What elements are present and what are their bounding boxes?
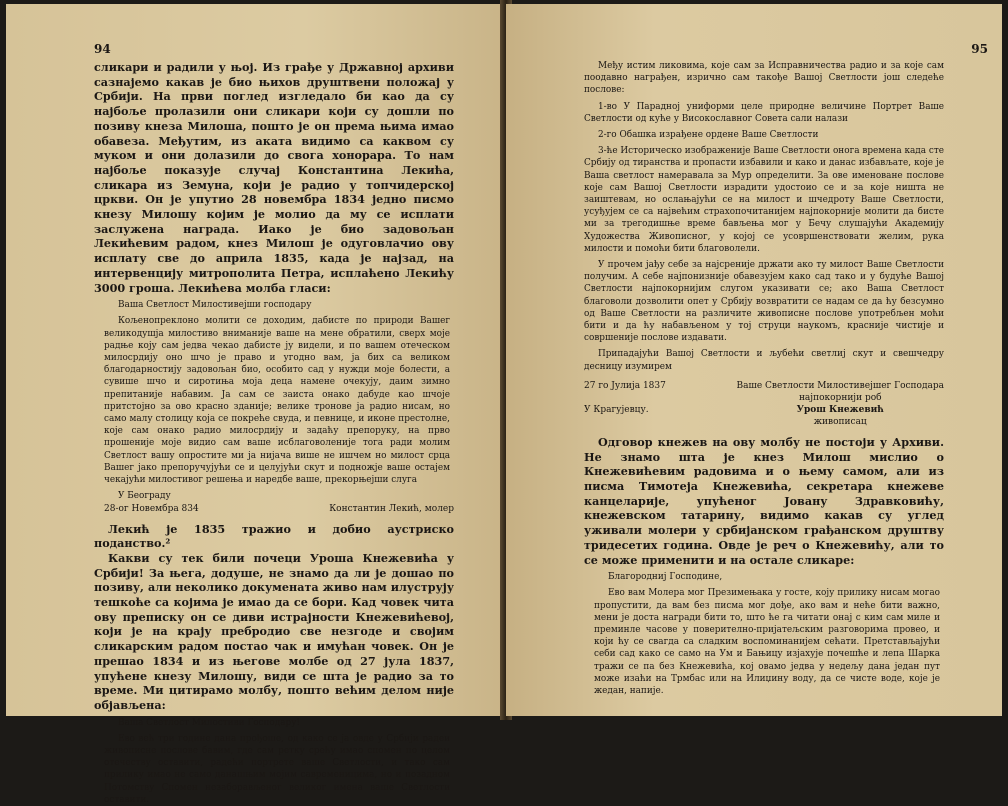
letter-date: 27 го Јулија 1837 <box>584 380 666 391</box>
paragraph: Какви су тек били почеци Уроша Кнежевића у Србији! За њега, додуше, не знамо да ли је дошао по позиву, али неколико докумената живо нам илуструју тешкоће са којима је имао да се бори. Кад човек чита ову преписку он се диви истрајности Кнежевићевој, који је на крају пребродио све незгоде и својим сликарским радом постао чак и имућан човек. Он је прешао 1834 и из његове молбе од 27 јула 1837, упућене кнезу Милошу, види се шта је радио за то време. Ми цитирамо молбу, пошто већим делом није објављена: <box>94 550 454 712</box>
letter-salutation: Ваша Светлост Милостиви Господару! <box>118 717 300 728</box>
letter-salutation: Благородниј Господине, <box>608 572 723 583</box>
left-page <box>6 4 504 805</box>
letter-item: 2-го Обашка израђене ордене Ваше Светлости <box>598 130 819 141</box>
right-page <box>506 4 1002 716</box>
letter-item: 1-во У Парадној униформи целе природне величине Портрет Ваше Светлости од куће у Високославног Совета сали налази <box>584 101 944 124</box>
letter-date: 28-ог Новембра 834 <box>104 503 199 514</box>
paragraph: сликари и радили у њој. Из грађе у Државној архиви сазнајемо какав је био њихов друштвени положај у Србији. На први поглед изгледало би као да су најбоље пролазили они сликари који су дошли по позиву кнеза Милоша, пошто је он према њима имао обавеза. Међутим, из аката видимо са каквом су муком и они долазили до свога хонорара. То нам најбоље показује случај Константина Лекића, сликара из Земуна, који је радио у топчидерској цркви. Он је упутио 28 новембра 1834 једно писмо кнезу Милошу којим је молио да му се исплати заслужена награда. Иако је био задовољан Лекићевим радом, кнез Милош је одуговлачио ову исплату све до априла 1835, када је најзад, на интервенцију митрополита Петра, исплаћено Лекићу 3000 гроша. Лекићева молба гласи: <box>94 60 454 295</box>
letter-place: У Крагујевцу. <box>584 404 649 415</box>
letter-body: У прочем јађу себе за најсреније држати ако ту милост Ваше Светлости получим. А себе најпонизније обавезујем како сад тако и у будуће Вашој Светлости најпокорнијим слугом указивати се; ако Ваша Светлост благоволи дозволити опет у Србију возвратити се надам се да ћу безсумно од Ваше Светлости на различите живописне послове употребљен моћи бити и да ћу набављеном у тој струци наукомъ, красније чистије и совршеније послове издавати. <box>584 260 944 344</box>
letter-signature: Константин Лекић, молер <box>329 503 454 514</box>
letter-item: 3-ће Историческо изображеније Ваше Светлости онога времена када сте Србију од тиранства и пропасти избавили и како и данас избављате, које је Ваша светлост намеравала за Мур определити. За ове именоване послове које сам Вашој Светлости израдити удостоио се и за које ништа не заиштевам, но ослањајући се на милост и шчедроту Ваше Светлости, усуђујем се са највећим страхопочитанијем најпокорније молити да бисте ми за трегодишње време бављења мог у Бечу слушајући Академију Художества Живописног, у којој се усовршенствовати желим, рука милости и помоћи бити благоволели. <box>584 146 944 254</box>
letter-signature-block <box>584 380 944 428</box>
page-number: 95 <box>971 42 988 56</box>
letter-body: Ево вам Молера мог Презимењака у госте, коју прилику нисам могао пропустити, да вам без писма мог дође, ако вам и неће бити важно, мени је доста награди бити то, што ће га читати онај с ким сам миле и преминле часове у поверително-пријатељским разговорима провео, и који ћу се свагда са сладким воспоминанијем сећати. Претстављајући себи сад како се само на Ум и Бањицу изјахује почешће и лепа Шарка тражи се па без Кнежевића, кој овамо једва у недељу дана један пут може изаћи на Трмбас или на Илиџину воду, да се чисте воде, које је жедан, напије. <box>594 588 940 697</box>
letter-place: У Београду <box>118 491 171 502</box>
letter-date-place <box>584 380 666 428</box>
left-text-column <box>94 60 454 806</box>
letter-signature-line <box>104 503 454 515</box>
paragraph: Лекић је 1835 тражио и добио аустриско поданство.² <box>94 521 454 551</box>
right-text-column <box>584 60 944 697</box>
page-number: 94 <box>94 42 111 56</box>
letter-body: Ево већ три године дана прођоше, од како се ја овде у Србији радеи живописне послове бавим, где сам ретку срећу имао спомен по целом отечеству оставити, радећи портрете ваше Светлости, и тако сам прилику имао не само данашњим мојим савременицима, но и позадном Потомству Спомен незаборављеног великог имена ваше Светлости оставити. <box>104 733 450 805</box>
letter-salutation: Ваша Светлост Милостивејши господару <box>118 300 312 311</box>
letter-closing: Припадајући Вашој Светлости и љубећи светлиј скут и свешчедру десницу изумирем <box>584 349 944 372</box>
letter-body: Међу истим ликовима, које сам за Исправничества радио и за које сам поодавно награђен, изрично сам такође Вашој Светлости још следеће послове: <box>584 61 944 96</box>
letter-signature: Ваше Светлости Милостивејшег Господара најпокорнији роб Урош Кнежевић живописац <box>736 380 944 427</box>
letter-body: Кољенопреклоно молити се доходим, дабисте по природи Вашег великодушја милостиво вниманије ваше на мене обратили, сверх моје радње којy сам једва чекао дабисте ју видели, и по вашем отеческом милосрдију оно шчо је право и угодно вам, ја бих са великом благодарностију задовољан био, особито сад у нужди моје болести, а сувише шчо и сиротиња моја деца намене очекују, даим зимно препитаније набавим. Ја сам се заиста онако дабуде као шчоје притстојно за ово красно зданије; велике тронове ја радио нисам, но само малу столицу која се покреће свуда, и певнице, и иконе престолне, које сам онако радио милосрдију и задаћу препоруку, на прво прошеније моје видио сам ваше исблаговоленије тога ради молим Светлост вашу опростите ми ја нијача више не ишчем но милост срца Вашег јако препоручујући се и целујући скут и подножје ваше остајем чекајући милостивог решења и наредбе ваше, прекорњејши слуга <box>104 316 450 486</box>
paragraph: Одговор кнежев на ову молбу не постоји у Архиви. Не знамо шта је кнез Милош мислио о Кнежевићевим радовима и о њему самом, али из писма Тимотеја Кнежевића, секретара кнежеве канцеларије, упућеног Јовану Здравковићу, кнежевском татарину, видимо какав су углед уживали молери у србијанском грађанском друштву тридесетих година. Овде је реч о Кнежевићу, али то се може применити и на остале сликаре: <box>584 434 944 567</box>
